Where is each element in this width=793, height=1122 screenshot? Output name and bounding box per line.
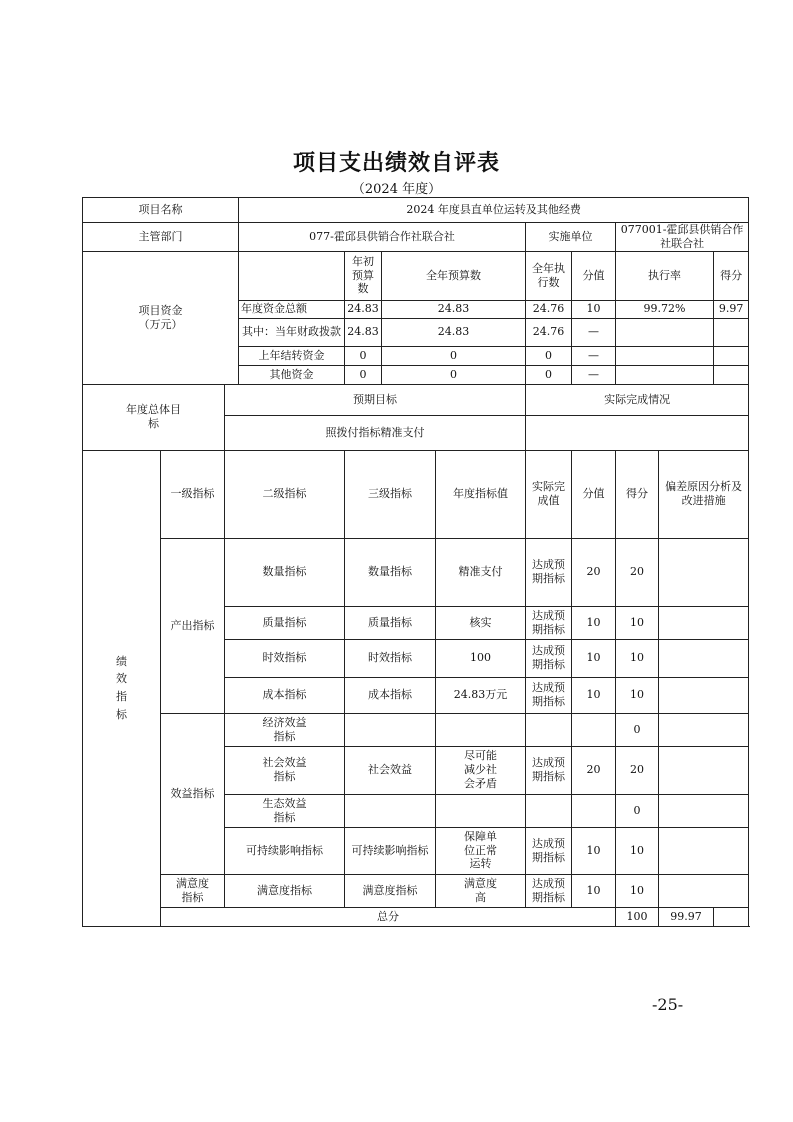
ind-points: 10	[572, 606, 616, 639]
funds-cell: 0	[345, 365, 382, 384]
funds-cell: —	[572, 365, 616, 384]
impl-value: 077001-霍邱县供销合作社联合社	[616, 223, 749, 252]
ind-l2: 质量指标	[225, 606, 345, 639]
ind-target	[436, 827, 526, 874]
ind-l3: 数量指标	[345, 538, 436, 606]
ind-note	[659, 746, 749, 794]
ind-l3	[345, 713, 436, 746]
ind-l2: 时效指标	[225, 639, 345, 677]
ind-l2: 满意度指标	[225, 874, 345, 907]
ind-header-actual: 实际完成值	[526, 450, 572, 538]
ind-target-text: 满意度高	[464, 876, 498, 904]
goals-actual-value	[526, 415, 749, 450]
ind-actual	[526, 794, 572, 827]
ind-l2	[225, 746, 345, 794]
ind-target	[436, 874, 526, 907]
ind-note	[659, 713, 749, 746]
funds-cell: 24.83	[345, 300, 382, 318]
group-satisfaction	[161, 874, 225, 907]
ind-score: 20	[616, 746, 659, 794]
ind-score: 10	[616, 874, 659, 907]
goals-actual-header: 实际完成情况	[526, 384, 749, 415]
ind-header-note: 偏差原因分析及改进措施	[659, 450, 749, 538]
ind-actual: 达成预期指标	[526, 639, 572, 677]
group-output: 产出指标	[161, 538, 225, 713]
group-satisfaction-text: 满意度指标	[176, 876, 209, 904]
funds-label-text: 项目资金（万元）	[138, 303, 183, 331]
ind-score: 20	[616, 538, 659, 606]
funds-cell: —	[572, 346, 616, 365]
ind-score: 0	[616, 794, 659, 827]
funds-header-score: 得分	[714, 251, 749, 300]
funds-cell: 0	[526, 346, 572, 365]
ind-l2: 成本指标	[225, 677, 345, 713]
ind-header-l2: 二级指标	[225, 450, 345, 538]
funds-cell	[714, 346, 749, 365]
funds-cell: 9.97	[714, 300, 749, 318]
ind-note	[659, 606, 749, 639]
ind-points: 20	[572, 746, 616, 794]
funds-header-blank	[239, 251, 345, 300]
ind-l3: 社会效益	[345, 746, 436, 794]
ind-actual: 达成预期指标	[526, 827, 572, 874]
ind-points: 10	[572, 677, 616, 713]
ind-l2	[225, 794, 345, 827]
ind-header-points: 分值	[572, 450, 616, 538]
funds-cell: 0	[345, 346, 382, 365]
performance-table	[82, 197, 749, 927]
ind-score: 10	[616, 606, 659, 639]
ind-actual: 达成预期指标	[526, 746, 572, 794]
funds-cell: 0	[382, 346, 526, 365]
funds-cell	[616, 318, 714, 346]
ind-actual: 达成预期指标	[526, 538, 572, 606]
funds-header-score-value: 分值	[572, 251, 616, 300]
funds-cell	[616, 346, 714, 365]
ind-l3	[345, 794, 436, 827]
funds-row-label: 年度资金总额	[239, 300, 345, 318]
page-number: -25-	[652, 995, 684, 1014]
total-note	[714, 907, 749, 926]
ind-l3: 质量指标	[345, 606, 436, 639]
ind-header-target: 年度指标值	[436, 450, 526, 538]
total-label: 总分	[161, 907, 616, 926]
ind-l3: 可持续影响指标	[345, 827, 436, 874]
indicators-label	[83, 450, 161, 926]
funds-cell: 24.83	[382, 318, 526, 346]
group-benefit: 效益指标	[161, 713, 225, 874]
ind-l2: 数量指标	[225, 538, 345, 606]
funds-cell: 99.72%	[616, 300, 714, 318]
ind-target-text: 尽可能减少社会矛盾	[464, 749, 498, 790]
ind-header-l3: 三级指标	[345, 450, 436, 538]
page-title: 项目支出绩效自评表	[292, 150, 500, 176]
goals-label-text: 年度总体目标	[126, 403, 181, 430]
ind-note	[659, 639, 749, 677]
ind-l2	[225, 713, 345, 746]
funds-cell: 0	[526, 365, 572, 384]
ind-l2: 可持续影响指标	[225, 827, 345, 874]
funds-cell: 24.83	[382, 300, 526, 318]
ind-score: 0	[616, 713, 659, 746]
ind-target: 100	[436, 639, 526, 677]
ind-l2-text: 生态效益指标	[262, 796, 307, 824]
goals-label	[83, 384, 225, 450]
ind-l2-text: 经济效益指标	[262, 715, 307, 743]
ind-score: 10	[616, 639, 659, 677]
ind-points	[572, 794, 616, 827]
ind-target: 核实	[436, 606, 526, 639]
ind-l3: 满意度指标	[345, 874, 436, 907]
page-subtitle: （2024 年度）	[351, 182, 442, 197]
ind-target: 精准支付	[436, 538, 526, 606]
ind-points: 10	[572, 874, 616, 907]
funds-label	[83, 251, 239, 384]
ind-l2-text: 社会效益指标	[262, 756, 307, 783]
indicators-label-text: 绩效指标	[116, 654, 127, 721]
total-score: 99.97	[659, 907, 714, 926]
dept-label: 主管部门	[83, 223, 239, 252]
funds-cell	[714, 318, 749, 346]
funds-header-initial: 年初预算数	[345, 251, 382, 300]
project-name-label: 项目名称	[83, 198, 239, 223]
ind-l3: 时效指标	[345, 639, 436, 677]
funds-header-rate: 执行率	[616, 251, 714, 300]
ind-points	[572, 713, 616, 746]
ind-header-l1: 一级指标	[161, 450, 225, 538]
project-name-value: 2024 年度县直单位运转及其他经费	[239, 198, 749, 223]
funds-cell: 10	[572, 300, 616, 318]
ind-points: 10	[572, 639, 616, 677]
goals-expected-value: 照拨付指标精准支付	[225, 415, 526, 450]
ind-note	[659, 794, 749, 827]
ind-note	[659, 874, 749, 907]
ind-note	[659, 538, 749, 606]
goals-expected-header: 预期目标	[225, 384, 526, 415]
ind-note	[659, 827, 749, 874]
funds-cell: 24.76	[526, 318, 572, 346]
ind-score: 10	[616, 827, 659, 874]
ind-points: 10	[572, 827, 616, 874]
ind-target-text: 保障单位正常运转	[464, 829, 498, 871]
ind-note	[659, 677, 749, 713]
ind-header-score: 得分	[616, 450, 659, 538]
ind-target	[436, 794, 526, 827]
impl-label: 实施单位	[526, 223, 616, 252]
ind-actual: 达成预期指标	[526, 606, 572, 639]
ind-points: 20	[572, 538, 616, 606]
funds-row-label: 其中：当年财政拨款	[239, 318, 345, 346]
funds-cell: —	[572, 318, 616, 346]
funds-cell: 0	[382, 365, 526, 384]
funds-cell: 24.83	[345, 318, 382, 346]
ind-target	[436, 746, 526, 794]
total-points: 100	[616, 907, 659, 926]
funds-cell	[616, 365, 714, 384]
ind-actual: 达成预期指标	[526, 874, 572, 907]
funds-cell: 24.76	[526, 300, 572, 318]
ind-actual	[526, 713, 572, 746]
ind-target	[436, 713, 526, 746]
ind-actual: 达成预期指标	[526, 677, 572, 713]
ind-target: 24.83万元	[436, 677, 526, 713]
ind-l3: 成本指标	[345, 677, 436, 713]
funds-header-budget: 全年预算数	[382, 251, 526, 300]
funds-cell	[714, 365, 749, 384]
funds-row-label: 其他资金	[239, 365, 345, 384]
ind-score: 10	[616, 677, 659, 713]
funds-row-label: 上年结转资金	[239, 346, 345, 365]
dept-value: 077-霍邱县供销合作社联合社	[239, 223, 526, 252]
funds-header-executed: 全年执行数	[526, 251, 572, 300]
